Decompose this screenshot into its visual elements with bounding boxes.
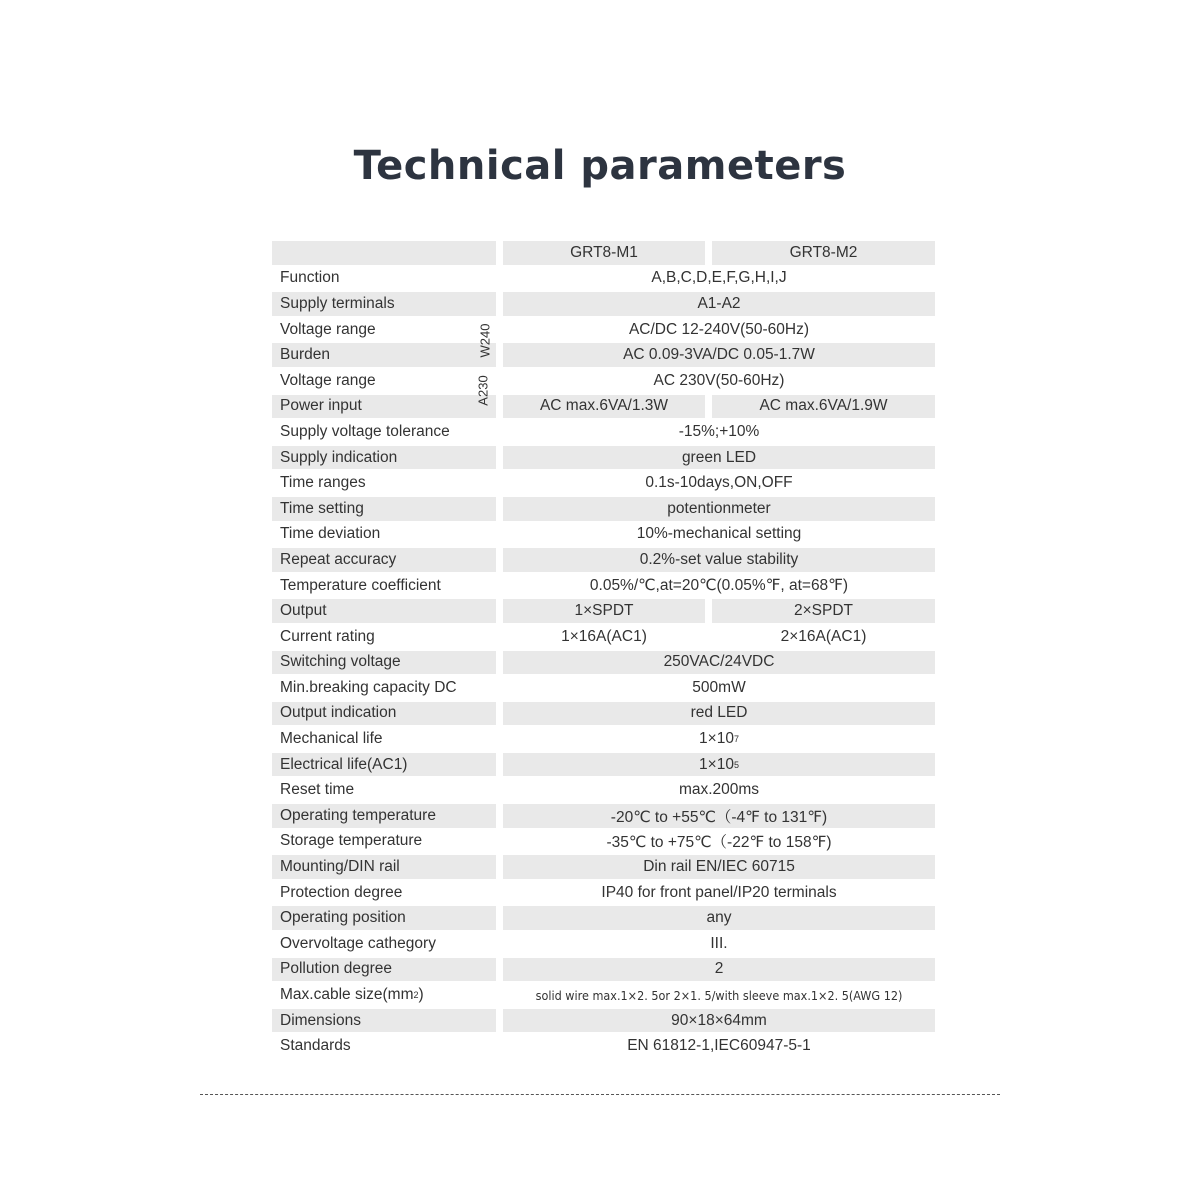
row-label-text: Supply indication [280,448,398,466]
table-row [272,342,935,368]
row-value-m1: AC max.6VA/1.3W [503,395,705,419]
row-value-m2: 2×SPDT [712,599,935,623]
row-value-text: -20℃ to +55℃（-4℉ to 131℉) [610,808,828,826]
header-model-m2: GRT8-M2 [712,241,935,265]
row-label-text: Operating temperature [280,806,436,824]
header-model-m1: GRT8-M1 [503,241,705,265]
table-row [272,650,935,676]
table-row [272,419,935,445]
table-row [272,291,935,317]
row-label-text: Standards [280,1037,351,1055]
row-label-text: Power input [280,397,362,415]
spec-table [272,240,935,1059]
row-value-m2: 2×16A(AC1) [780,627,867,645]
row-value-text: potentionmeter [667,499,771,517]
row-value-text: AC 0.09-3VA/DC 0.05-1.7W [623,346,815,364]
table-row [272,496,935,522]
row-value [503,983,935,1007]
table-row [272,931,935,957]
row-value [503,753,935,777]
row-value [503,446,935,470]
row-value-text: 1×10 [699,755,734,773]
row-label [272,395,496,419]
table-row [272,752,935,778]
row-value [503,343,935,367]
row-value [503,958,935,982]
row-value-text: 0.1s-10days,ON,OFF [645,474,793,492]
row-label-tail: ) [418,986,424,1004]
row-label [272,702,496,726]
row-value [503,855,935,879]
row-label [272,318,496,342]
row-value [503,1009,935,1033]
table-row [272,777,935,803]
table-row [272,624,935,650]
row-value-text: A1-A2 [697,294,741,312]
row-label [272,958,496,982]
row-label [272,548,496,572]
row-value-text: -35℃ to +75℃（-22℉ to 158℉) [606,834,832,852]
row-value-text: solid wire max.1×2. 5or 2×1. 5/with sleeve max.1×2. 5(AWG 12) [535,987,903,1003]
table-row [272,266,935,292]
row-label [272,574,496,598]
row-value [503,727,935,751]
row-value [503,369,935,393]
row-label [272,881,496,905]
table-row [272,547,935,573]
row-label [272,523,496,547]
table-row [272,573,935,599]
table-row [272,368,935,394]
row-label [272,420,496,444]
row-label-text: Output indication [280,704,397,722]
row-label-superscript: 2 [413,990,419,1001]
row-label [272,830,496,854]
table-row [272,445,935,471]
row-value-text: A,B,C,D,E,F,G,H,I,J [651,269,787,287]
row-value [503,523,935,547]
row-label [272,804,496,828]
table-row [272,470,935,496]
row-label-text: Pollution degree [280,960,393,978]
table-row [272,880,935,906]
row-value-text: 90×18×64mm [671,1011,767,1029]
row-label-text: Time ranges [280,474,366,492]
table-row [272,982,935,1008]
row-label-text: Time deviation [280,525,381,543]
row-label-text: Temperature coefficient [280,576,441,594]
row-label [272,676,496,700]
row-label [272,727,496,751]
row-label [272,1034,496,1058]
row-value [503,497,935,521]
row-value [503,804,935,828]
row-value [503,318,935,342]
row-value-text: 1×10 [699,730,734,748]
row-value [503,906,935,930]
row-value-text: -15%;+10% [678,422,760,440]
row-value-text: 0.2%-set value stability [639,550,799,568]
table-row [272,394,935,420]
row-value-text: red LED [690,704,748,722]
row-value [503,420,935,444]
table-row [272,1008,935,1034]
row-label-text: Voltage range [280,371,376,389]
dashed-divider [200,1094,1000,1095]
row-value-text: EN 61812-1,IEC60947-5-1 [627,1037,811,1055]
table-row [272,1033,935,1059]
table-row [272,905,935,931]
row-value [503,651,935,675]
row-label [272,599,496,623]
row-label [272,267,496,291]
row-label [272,778,496,802]
row-value [503,267,935,291]
row-label-text: Max.cable size(mm [280,986,414,1004]
row-label-text: Min.breaking capacity DC [280,678,457,696]
row-label-text: Current rating [280,627,375,645]
row-label-text: Operating position [280,909,406,927]
row-value-text: max.200ms [678,781,760,799]
row-value-text: Din rail EN/IEC 60715 [643,858,795,876]
table-row [272,317,935,343]
row-value-m1: 1×SPDT [503,599,705,623]
row-label-text: Output [280,602,327,620]
row-value [503,778,935,802]
row-label-text: Supply terminals [280,294,395,312]
row-value [503,471,935,495]
page-title: Technical parameters [353,143,847,189]
row-value [503,574,935,598]
row-label [272,932,496,956]
row-label [272,471,496,495]
row-value [503,830,935,854]
table-row [272,854,935,880]
table-row [272,803,935,829]
row-label-text: Protection degree [280,883,403,901]
row-label [272,906,496,930]
row-value [503,1034,935,1058]
row-value [503,676,935,700]
row-label [272,753,496,777]
row-label [272,292,496,316]
row-label [272,446,496,470]
row-label-text: Overvoltage cathegory [280,934,436,952]
row-value-text: III. [710,934,728,952]
row-label [272,983,496,1007]
table-row [272,726,935,752]
row-label-text: Electrical life(AC1) [280,755,408,773]
row-label [272,1009,496,1033]
row-label-text: Function [280,269,340,287]
row-label-text: Mounting/DIN rail [280,858,400,876]
row-label-text: Repeat accuracy [280,550,397,568]
row-value-m1: 1×16A(AC1) [561,627,647,645]
row-label-text: Time setting [280,499,364,517]
row-label-text: Burden [280,346,330,364]
row-label [272,651,496,675]
table-row [272,829,935,855]
row-value-m2: AC max.6VA/1.9W [712,395,935,419]
header-blank-cell [272,241,496,265]
row-label [272,369,496,393]
row-value [503,548,935,572]
table-header-row [272,240,935,266]
row-label-text: Reset time [280,781,355,799]
row-value-text: 500mW [692,678,746,696]
row-value-text: AC/DC 12-240V(50-60Hz) [628,320,810,338]
row-value-text: 2 [714,960,724,978]
a230-side-tag: A230 [475,375,491,406]
row-label [272,343,496,367]
row-label-text: Dimensions [280,1011,361,1029]
row-label-text: Switching voltage [280,653,401,671]
row-label-text: Storage temperature [280,832,423,850]
row-label [272,625,496,649]
table-row [272,522,935,548]
row-value-superscript: 5 [733,759,739,770]
row-value-text: 10%-mechanical setting [636,525,802,543]
row-value [503,881,935,905]
table-row [272,598,935,624]
table-row [272,675,935,701]
table-row [272,957,935,983]
row-value-text: 0.05%/℃,at=20℃(0.05%℉, at=68℉) [589,577,849,595]
row-label-text: Mechanical life [280,730,383,748]
row-value-text: any [706,909,732,927]
row-value-text: 250VAC/24VDC [663,653,775,671]
row-value [503,932,935,956]
table-row [272,701,935,727]
row-value-text: AC 230V(50-60Hz) [653,371,785,389]
row-label-text: Voltage range [280,320,376,338]
row-value-text: IP40 for front panel/IP20 terminals [601,883,837,901]
row-label-text: Supply voltage tolerance [280,422,450,440]
row-value-superscript: 7 [733,734,739,745]
row-label [272,497,496,521]
row-value [503,292,935,316]
row-value-text: green LED [681,448,757,466]
w240-side-tag: W240 [477,323,493,358]
row-label [272,855,496,879]
row-value [503,702,935,726]
